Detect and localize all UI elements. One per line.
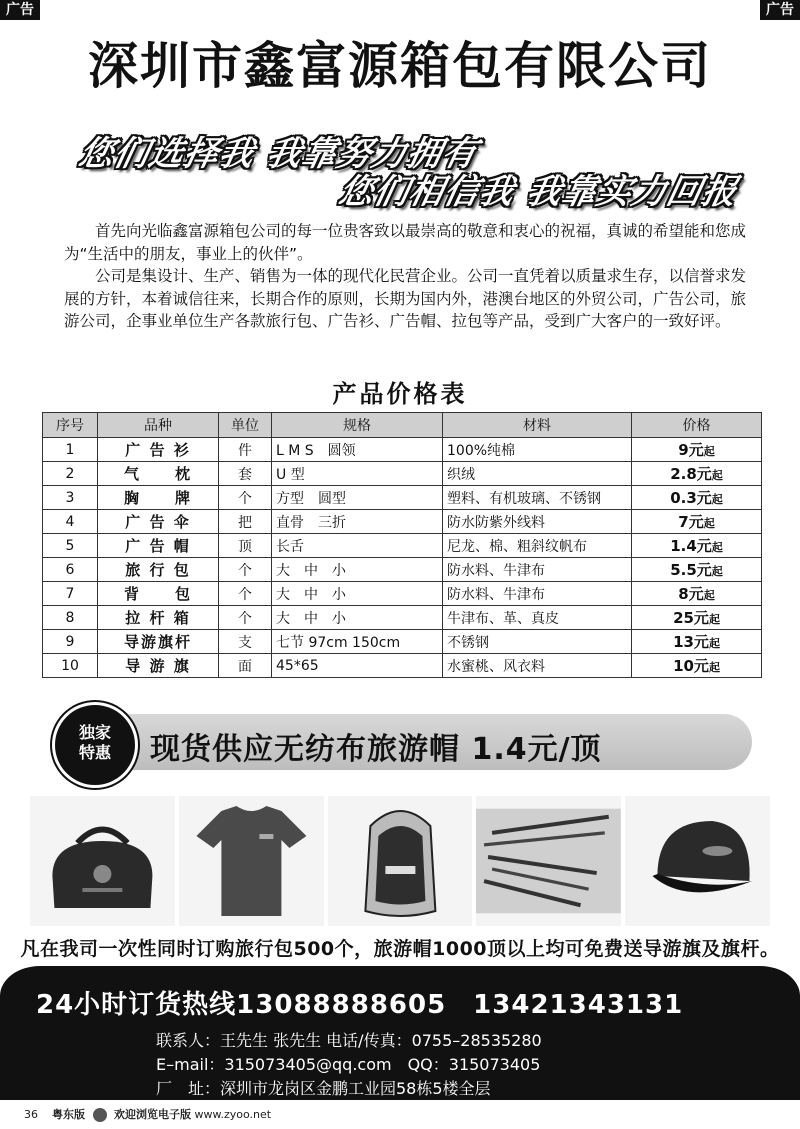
contact-persons: 联系人：王先生 张先生 电话/传真：0755–28535280: [156, 1031, 542, 1050]
row-price: [632, 486, 762, 510]
price-value: 5.5元: [670, 561, 712, 579]
row-spec: 大 中 小: [272, 582, 443, 606]
row-price: [632, 606, 762, 630]
price-value: 10元: [673, 657, 709, 675]
page-number: 36: [24, 1108, 38, 1121]
row-material: 塑料、有机玻璃、不锈钢: [443, 486, 632, 510]
price-table-body: [43, 438, 762, 678]
promo-text: 现货供应无纺布旅游帽 1.4元/顶: [150, 732, 602, 767]
slogan-1: 您们选择我 我靠努力拥有: [75, 134, 482, 174]
hotline: 24小时订货热线13088888605 13421343131: [36, 990, 684, 1020]
price-value: 1.4元: [670, 537, 712, 555]
row-product: 导游旗杆: [98, 630, 219, 654]
price-value: 0.3元: [670, 489, 712, 507]
flag-poles-icon: [476, 796, 621, 926]
price-suffix: 起: [711, 493, 723, 506]
row-spec: 大 中 小: [272, 606, 443, 630]
price-value: 25元: [673, 609, 709, 627]
header-spec: 规格: [272, 413, 443, 438]
row-unit: 套: [219, 462, 272, 486]
row-price: [632, 462, 762, 486]
contact-email: E–mail：315073405@qq.com QQ：315073405: [156, 1055, 541, 1074]
table-row: [43, 558, 762, 582]
price-suffix: 起: [703, 517, 715, 530]
price-suffix: 起: [703, 589, 715, 602]
page-footer: [24, 1106, 271, 1122]
row-unit: 个: [219, 558, 272, 582]
header-no: 序号: [43, 413, 98, 438]
row-unit: 件: [219, 438, 272, 462]
row-number: 6: [43, 558, 98, 582]
contact-address: 厂 址：深圳市龙岗区金鹏工业园58栋5楼全层: [156, 1079, 491, 1098]
slogan-2: 您们相信我 我靠实力回报: [335, 172, 742, 212]
row-price: [632, 582, 762, 606]
table-row: [43, 582, 762, 606]
edition-label: 粤东版: [52, 1108, 85, 1121]
price-value: 7元: [678, 513, 704, 531]
price-suffix: 起: [711, 469, 723, 482]
price-suffix: 起: [711, 565, 723, 578]
row-product: 气 枕: [98, 462, 219, 486]
row-product: 旅 行 包: [98, 558, 219, 582]
row-product: 背 包: [98, 582, 219, 606]
row-unit: 顶: [219, 534, 272, 558]
row-product: 广 告 衫: [98, 438, 219, 462]
row-spec: 45*65: [272, 654, 443, 678]
table-row: [43, 654, 762, 678]
row-spec: 直骨 三折: [272, 510, 443, 534]
promo-badge: [52, 702, 138, 788]
table-row: [43, 534, 762, 558]
price-table-title: 产品价格表: [332, 380, 468, 408]
price-value: 2.8元: [670, 465, 712, 483]
row-unit: 个: [219, 582, 272, 606]
row-number: 3: [43, 486, 98, 510]
table-row: [43, 606, 762, 630]
row-product: 胸 牌: [98, 486, 219, 510]
row-spec: 大 中 小: [272, 558, 443, 582]
travel-bag-icon: [30, 796, 175, 926]
row-product: 导 游 旗: [98, 654, 219, 678]
row-price: [632, 630, 762, 654]
row-number: 10: [43, 654, 98, 678]
row-material: 织绒: [443, 462, 632, 486]
row-unit: 面: [219, 654, 272, 678]
price-suffix: 起: [708, 613, 720, 626]
header-unit: 单位: [219, 413, 272, 438]
backpack-icon: [328, 796, 473, 926]
row-price: [632, 510, 762, 534]
row-number: 8: [43, 606, 98, 630]
row-material: 防水料、牛津布: [443, 558, 632, 582]
travel-bag-photo: [30, 796, 175, 926]
table-header-row: [43, 413, 762, 438]
price-table: [42, 412, 762, 678]
row-material: 100%纯棉: [443, 438, 632, 462]
row-spec: 方型 圆型: [272, 486, 443, 510]
company-name: 深圳市鑫富源箱包有限公司: [88, 37, 712, 95]
cap-icon: [625, 796, 770, 926]
row-material: 不锈钢: [443, 630, 632, 654]
backpack-photo: [328, 796, 473, 926]
row-unit: 个: [219, 486, 272, 510]
header-name: 品种: [98, 413, 219, 438]
header-material: 材料: [443, 413, 632, 438]
row-product: 广 告 帽: [98, 534, 219, 558]
row-price: [632, 558, 762, 582]
badge-line-1: 独家: [78, 723, 111, 742]
product-photos: [30, 796, 770, 926]
price-suffix: 起: [708, 637, 720, 650]
price-suffix: 起: [708, 661, 720, 674]
row-number: 9: [43, 630, 98, 654]
logo-icon: [93, 1108, 107, 1122]
table-row: [43, 462, 762, 486]
row-number: 1: [43, 438, 98, 462]
header-price: 价格: [632, 413, 762, 438]
row-product: 广 告 伞: [98, 510, 219, 534]
price-value: 8元: [678, 585, 704, 603]
row-spec: U 型: [272, 462, 443, 486]
row-product: 拉 杆 箱: [98, 606, 219, 630]
row-material: 防水料、牛津布: [443, 582, 632, 606]
flag-poles-photo: [476, 796, 621, 926]
row-material: 尼龙、棉、粗斜纹帆布: [443, 534, 632, 558]
row-price: [632, 654, 762, 678]
price-suffix: 起: [711, 541, 723, 554]
intro-text: [64, 220, 754, 333]
row-unit: 个: [219, 606, 272, 630]
t-shirt-icon: [179, 796, 324, 926]
t-shirt-photo: [179, 796, 324, 926]
table-row: [43, 630, 762, 654]
row-material: 水蜜桃、风衣料: [443, 654, 632, 678]
row-spec: 长舌: [272, 534, 443, 558]
site-url[interactable]: www.zyoo.net: [194, 1108, 272, 1121]
badge-line-2: 特惠: [78, 743, 111, 762]
row-spec: L M S 圆领: [272, 438, 443, 462]
row-price: [632, 534, 762, 558]
intro-paragraph-1: 首先向光临鑫富源箱包公司的每一位贵客致以最崇高的敬意和衷心的祝福，真诚的希望能和您成为“生活中的朋友，事业上的伙伴”。: [64, 222, 747, 263]
intro-paragraph-2: 公司是集设计、生产、销售为一体的现代化民营企业。公司一直凭着以质量求生存，以信誉求发展的方针，本着诚信往来，长期合作的原则，长期为国内外，港澳台地区的外贸公司，广告公司，旅游公司，企事业单位生产各款旅行包、广告衫、广告帽、拉包等产品，受到广大客户的一致好评。: [64, 267, 747, 330]
row-price: [632, 438, 762, 462]
table-row: [43, 438, 762, 462]
row-unit: 把: [219, 510, 272, 534]
ad-tag-right: 广告: [760, 0, 800, 20]
row-material: 防水防紫外线料: [443, 510, 632, 534]
row-number: 4: [43, 510, 98, 534]
row-spec: 七节 97cm 150cm: [272, 630, 443, 654]
row-material: 牛津布、革、真皮: [443, 606, 632, 630]
price-value: 9元: [678, 441, 704, 459]
row-number: 2: [43, 462, 98, 486]
row-unit: 支: [219, 630, 272, 654]
table-row: [43, 486, 762, 510]
row-number: 7: [43, 582, 98, 606]
ad-tag-left: 广告: [0, 0, 40, 20]
cap-photo: [625, 796, 770, 926]
offer-text: 凡在我司一次性同时订购旅行包500个，旅游帽1000顶以上均可免费送导游旗及旗杆。: [20, 938, 780, 960]
table-row: [43, 510, 762, 534]
price-suffix: 起: [703, 445, 715, 458]
welcome-label: 欢迎浏览电子版: [114, 1108, 191, 1121]
price-value: 13元: [673, 633, 709, 651]
row-number: 5: [43, 534, 98, 558]
